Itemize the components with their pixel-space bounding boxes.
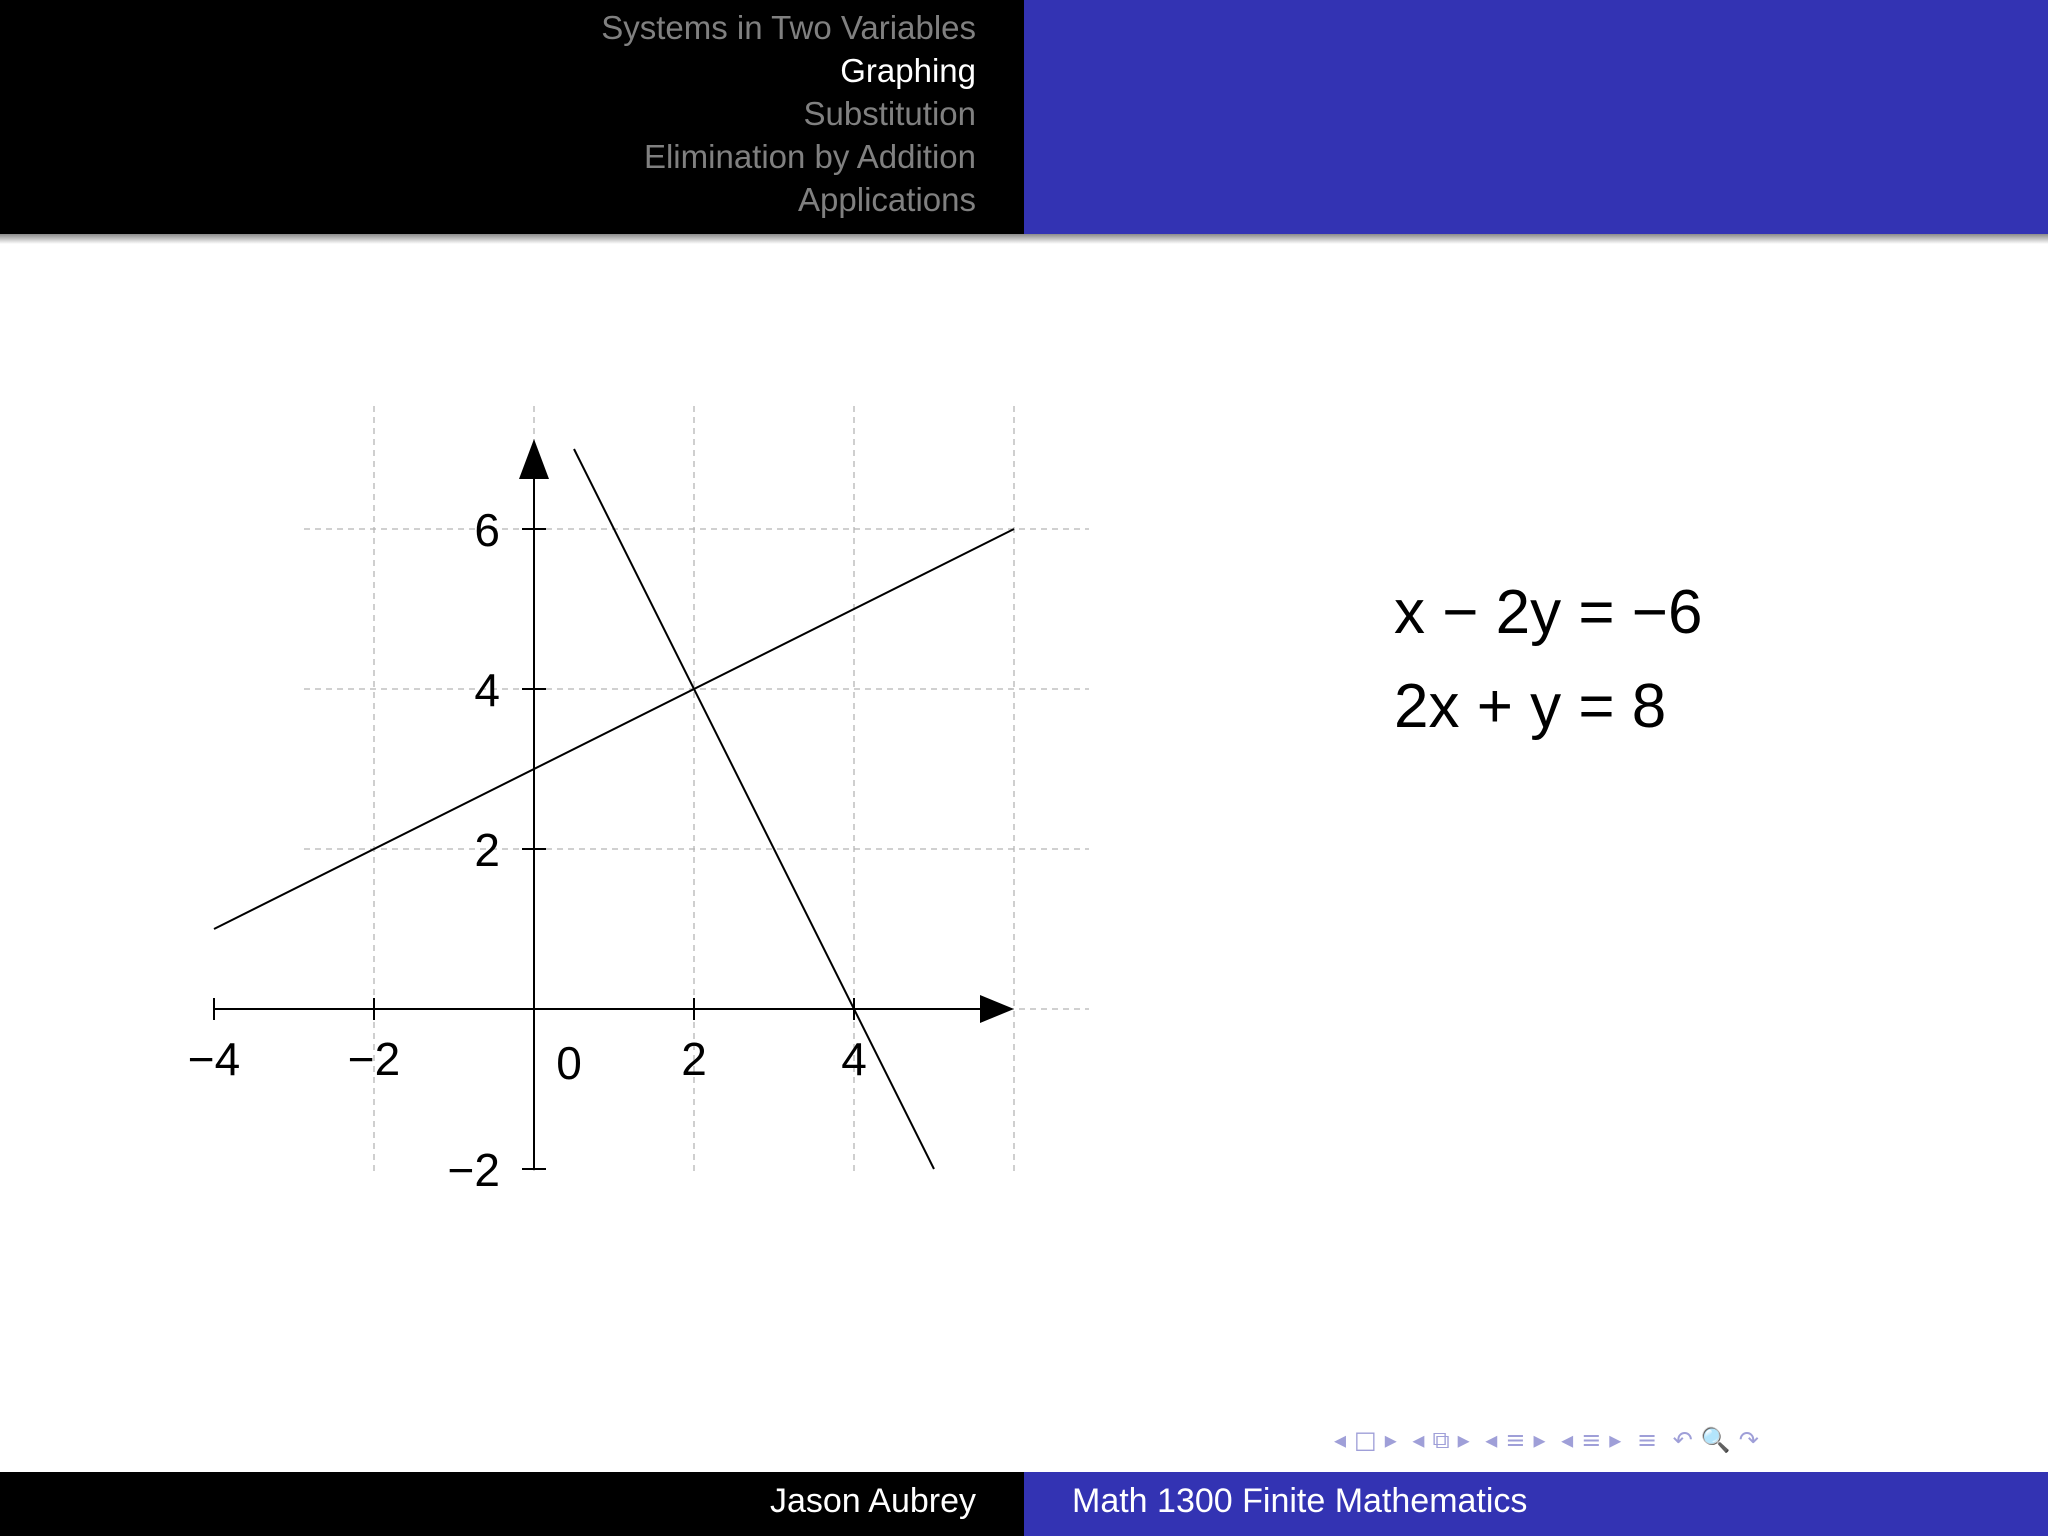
y-tick-label: 4: [474, 664, 500, 716]
section-link-elimination[interactable]: Elimination by Addition: [643, 138, 976, 175]
equation-1: x − 2y = −6: [1394, 578, 1703, 647]
nav-prev-part-icon[interactable]: ◂: [1561, 1426, 1574, 1454]
x-tick-label: −2: [347, 1033, 401, 1085]
x-axis-arrow: [980, 995, 1014, 1023]
series-line-2: [574, 449, 934, 1169]
footer-course-title: Math 1300 Finite Mathematics: [1072, 1482, 1528, 1520]
x-tick-label: 4: [841, 1033, 867, 1085]
section-link-systems[interactable]: Systems in Two Variables: [601, 9, 976, 46]
nav-next-section-icon[interactable]: ▸: [1533, 1426, 1546, 1454]
nav-prev-subsection-icon[interactable]: ◂: [1412, 1426, 1425, 1454]
nav-subsection-icon[interactable]: ⧉: [1432, 1426, 1450, 1454]
y-tick-label: 2: [474, 824, 500, 876]
nav-next-part-icon[interactable]: ▸: [1609, 1426, 1622, 1454]
x-tick-label: −4: [187, 1033, 241, 1085]
nav-prev-section-icon[interactable]: ◂: [1485, 1426, 1498, 1454]
series-lines: [214, 449, 1014, 1169]
origin-label: 0: [556, 1037, 582, 1089]
nav-back-icon[interactable]: ↶: [1672, 1426, 1693, 1454]
nav-search-icon[interactable]: 🔍: [1700, 1426, 1731, 1454]
series-line-1: [214, 529, 1014, 929]
beamer-navigation-bar: [1334, 1426, 1767, 1456]
section-link-graphing[interactable]: Graphing: [840, 52, 976, 89]
nav-forward-icon[interactable]: ↷: [1738, 1426, 1759, 1454]
section-link-substitution[interactable]: Substitution: [803, 95, 976, 132]
x-tick-label: 2: [681, 1033, 707, 1085]
section-link-applications[interactable]: Applications: [798, 181, 976, 218]
nav-prev-frame-icon[interactable]: ◂: [1334, 1426, 1347, 1454]
y-axis-arrow: [519, 439, 549, 479]
y-tick-label: 6: [474, 504, 500, 556]
y-tick-label: −2: [447, 1144, 500, 1196]
footer-author: Jason Aubrey: [769, 1482, 976, 1520]
equation-2: 2x + y = 8: [1394, 672, 1667, 741]
axes: [214, 439, 1014, 1169]
nav-section-icon[interactable]: ≡: [1505, 1426, 1526, 1454]
nav-frame-icon[interactable]: □: [1354, 1426, 1377, 1454]
nav-part-icon[interactable]: ≡: [1581, 1426, 1602, 1454]
nav-appendix-icon[interactable]: ≡: [1636, 1426, 1658, 1454]
nav-next-frame-icon[interactable]: ▸: [1384, 1426, 1397, 1454]
nav-next-subsection-icon[interactable]: ▸: [1457, 1426, 1470, 1454]
